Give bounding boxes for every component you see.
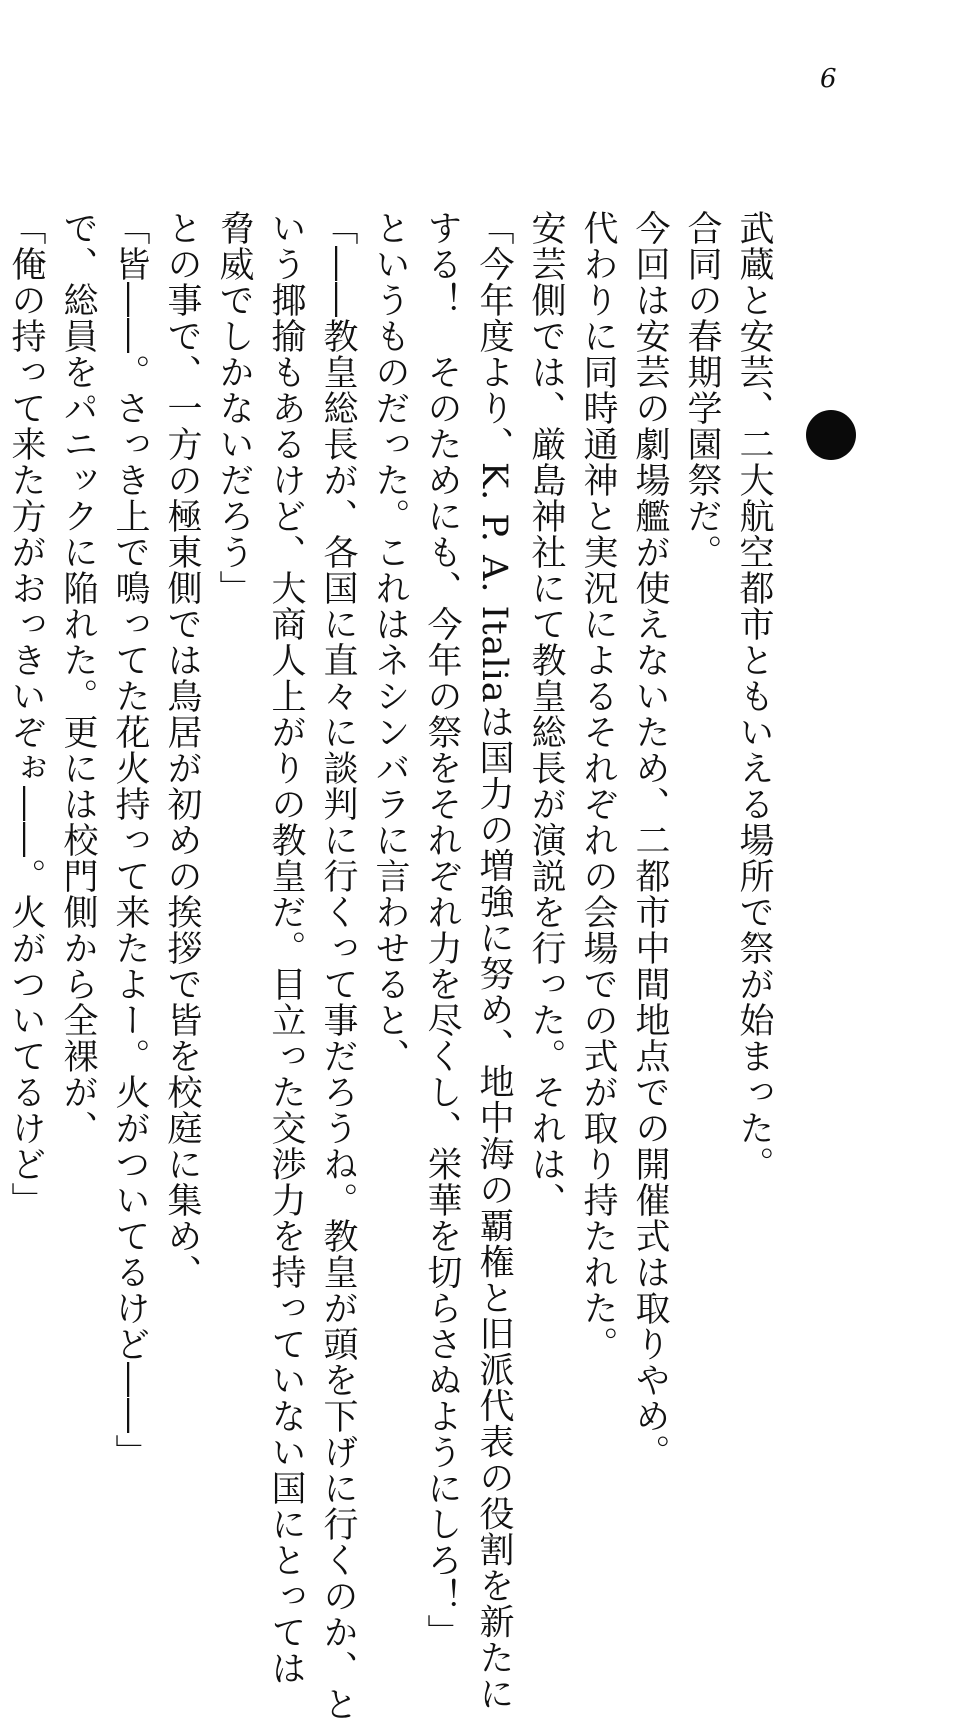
text-line: 今回は安芸の劇場艦が使えないため、二都市中間地点での開催式は取りやめ。 xyxy=(630,210,670,1470)
chapter-bullet xyxy=(806,410,856,460)
text-line: 代わりに同時通神と実況によるそれぞれの会場での式が取り持たれた。 xyxy=(578,210,618,1362)
text-line: する！ そのためにも、今年の祭をそれぞれ力を尽くし、栄華を切らさぬようにしろ！」 xyxy=(422,210,462,1650)
body-text xyxy=(0,210,780,1722)
text-line: との事で、一方の極東側では鳥居が初めの挨拶で皆を校庭に集め、 xyxy=(162,210,202,1290)
text-line: 「皆――。さっき上で鳴ってた花火持って来たよー。火がついてるけど――」 xyxy=(110,210,150,1470)
text-line: 合同の春期学園祭だ。 xyxy=(682,210,722,570)
text-line: 「今年度より、K. P. A. Italiaは国力の増強に努め、地中海の覇権と旧派代表の役割を新たに xyxy=(474,210,514,1712)
text-line: 「俺の持って来た方がおっきいぞぉ――。火がついてるけど」 xyxy=(6,210,46,1218)
page-number: 6 xyxy=(820,64,837,94)
text-line: いう揶揄もあるけど、大商人上がりの教皇だ。目立った交渉力を持っていない国にとっては xyxy=(266,210,306,1686)
text-line: 脅威でしかないだろう」 xyxy=(214,210,254,606)
text-line: 安芸側では、厳島神社にて教皇総長が演説を行った。それは、 xyxy=(526,210,566,1218)
text-line: というものだった。これはネシンバラに言わせると、 xyxy=(370,210,410,1074)
text-line: 武蔵と安芸、二大航空都市ともいえる場所で祭が始まった。 xyxy=(734,210,774,1182)
text-line: 「――教皇総長が、各国に直々に談判に行くって事だろうね。教皇が頭を下げに行くのか、と xyxy=(318,210,358,1722)
text-line: で、総員をパニックに陥れた。更には校門側から全裸が、 xyxy=(58,210,98,1146)
